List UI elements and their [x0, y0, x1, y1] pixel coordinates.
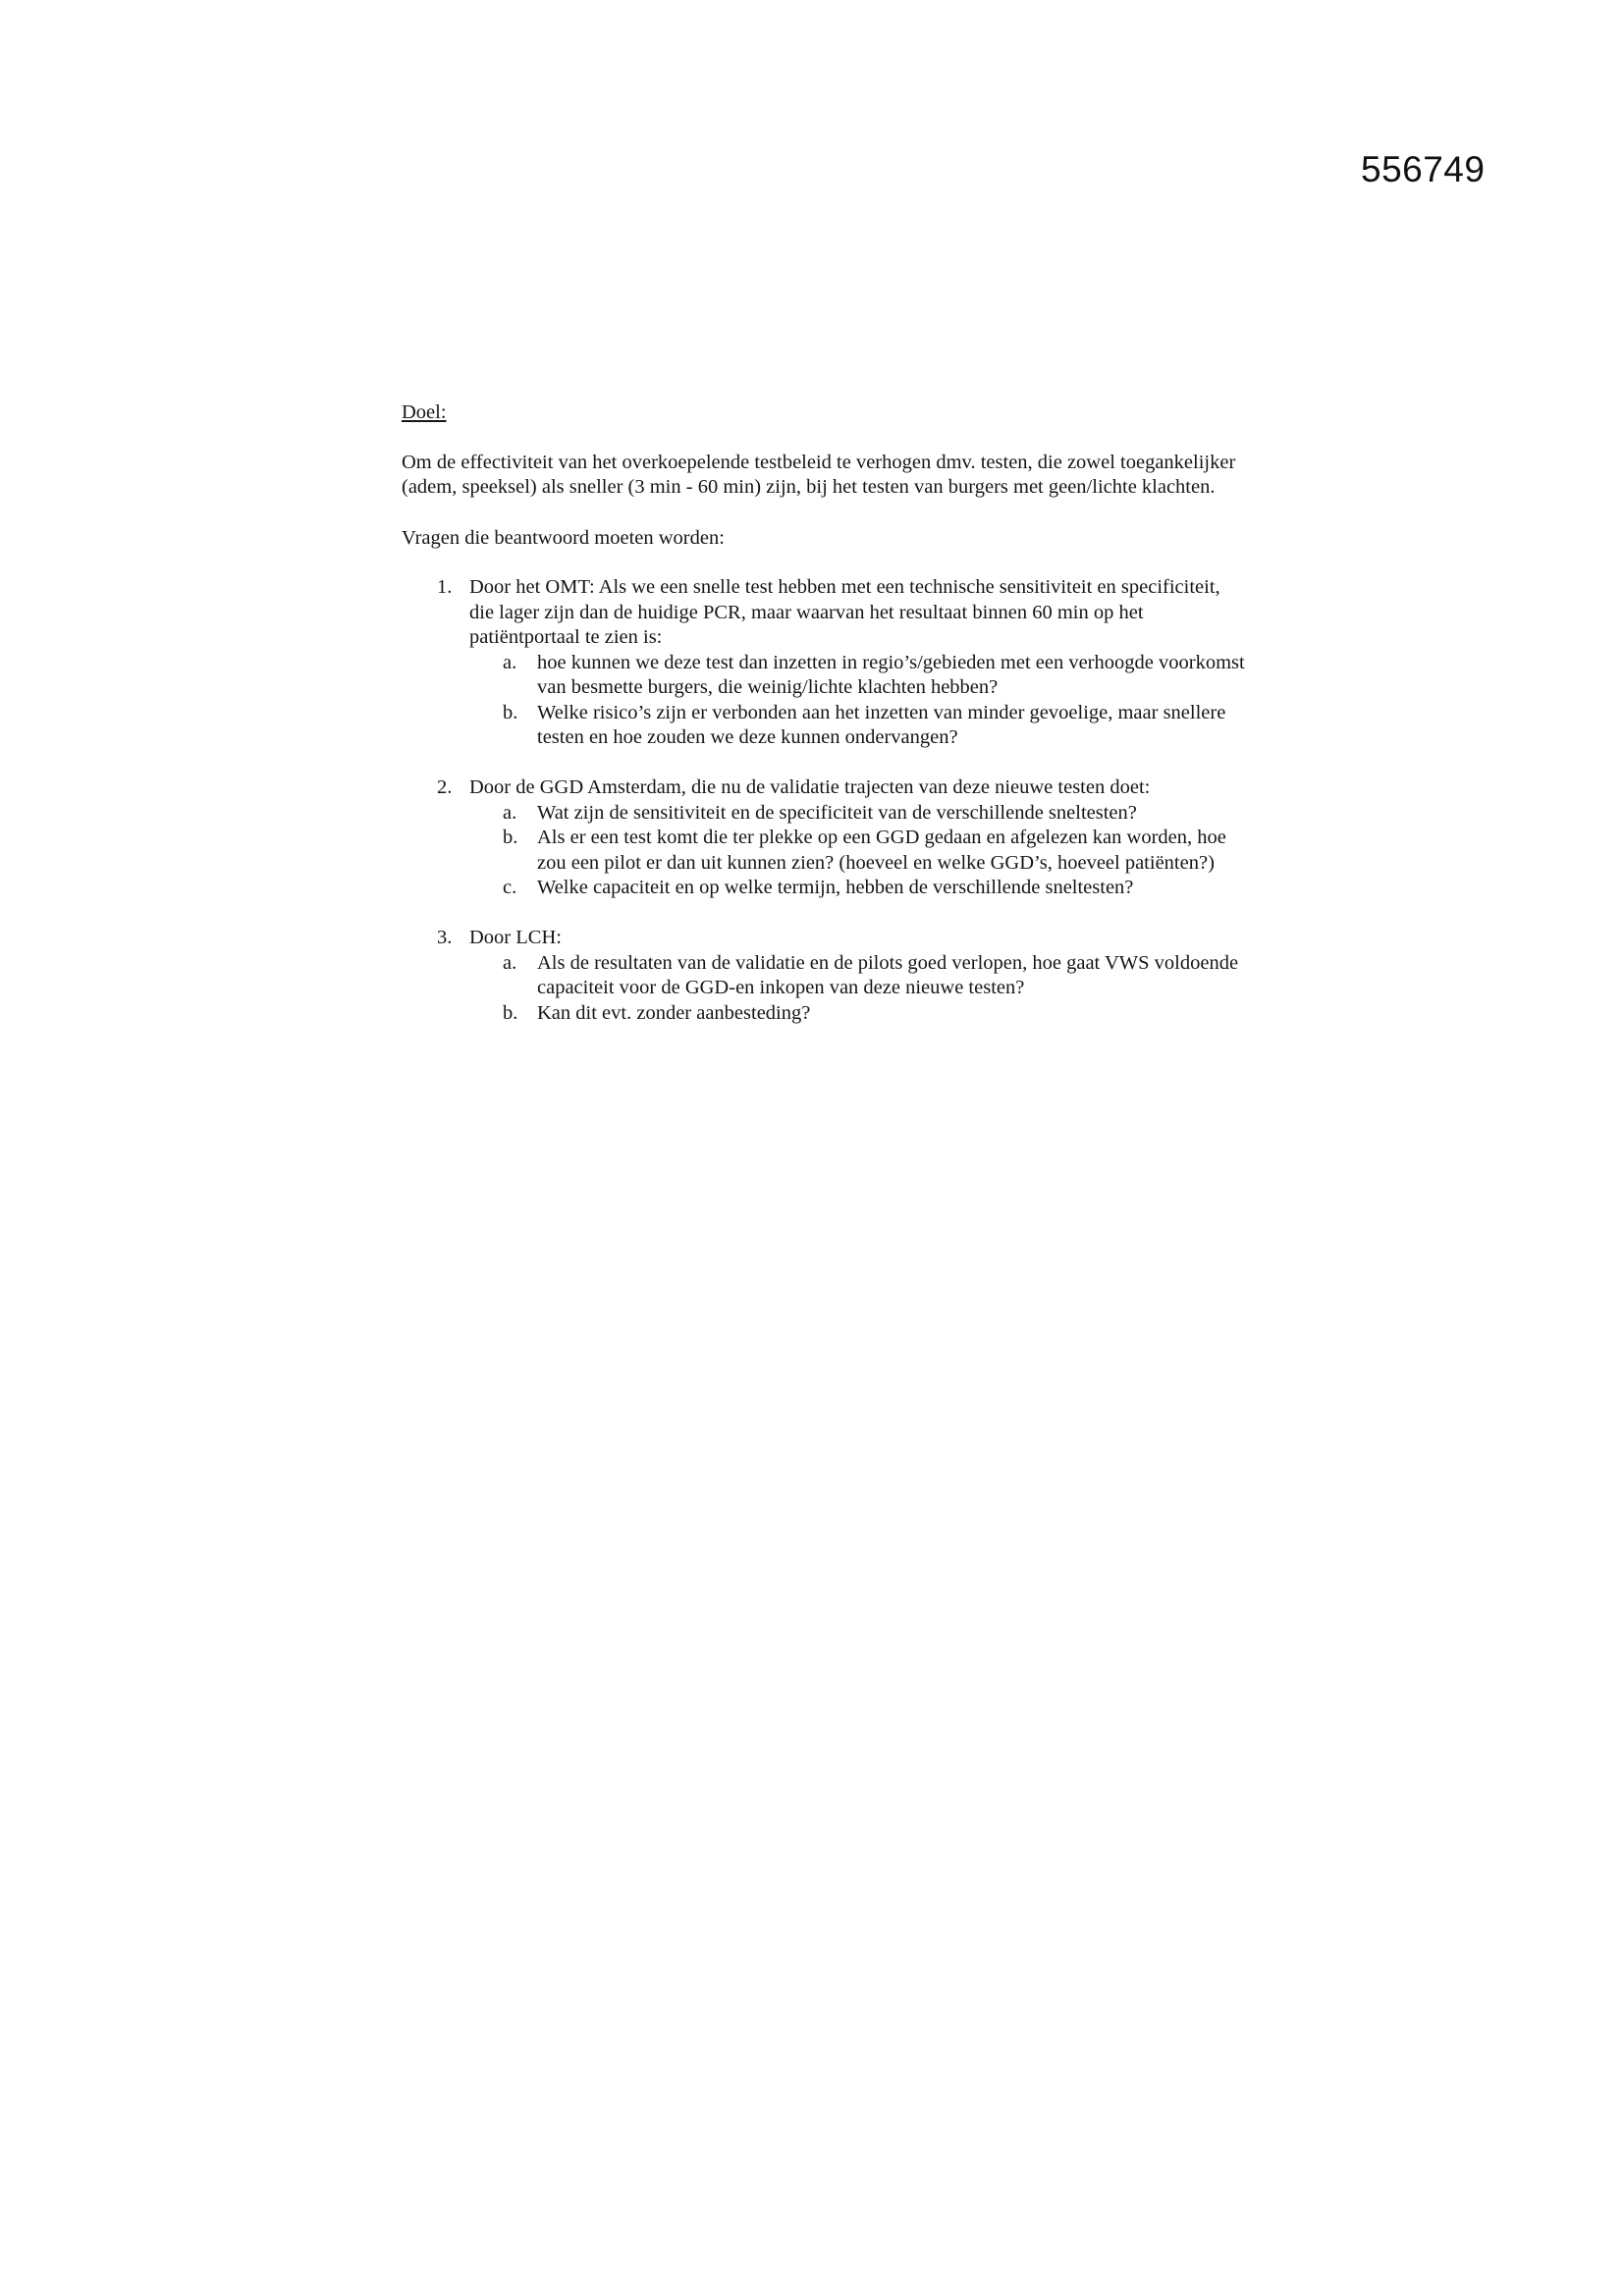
goal-paragraph: Om de effectiviteit van het overkoepelende testbeleid te verhogen dmv. testen, die zowel toegankelijker (adem, speeksel) als sneller (3 min - 60 min) zijn, bij het testen van burgers met geen/lichte klachten.: [402, 451, 1236, 498]
questions-label: Vragen die beantwoord moeten worden:: [402, 526, 725, 549]
question-item: [402, 926, 1246, 1026]
sub-question-item: [469, 1001, 1246, 1027]
sub-question-item: [469, 651, 1246, 701]
sub-question-text: hoe kunnen we deze test dan inzetten in regio’s/gebieden met een verhoogde voorkomst van besmette burgers, die weinig/lichte klachten hebben?: [537, 651, 1245, 698]
sub-question-list: [469, 951, 1246, 1027]
question-text: Door het OMT: Als we een snelle test hebben met een technische sensitiviteit en specificiteit, die lager zijn dan de huidige PCR, maar waarvan het resultaat binnen 60 min op het patiëntportaal te zien is:: [469, 576, 1220, 648]
sub-question-letter: b.: [503, 827, 518, 848]
sub-question-item: [469, 826, 1246, 876]
question-item: [402, 575, 1246, 751]
sub-question-letter: a.: [503, 651, 517, 673]
sub-question-list: [469, 651, 1246, 751]
question-number: 2.: [437, 776, 453, 798]
question-item: [402, 775, 1246, 901]
sub-question-letter: c.: [503, 877, 517, 898]
question-text: Door LCH:: [469, 927, 562, 948]
sub-question-letter: b.: [503, 1001, 518, 1024]
sub-question-letter: a.: [503, 801, 517, 824]
sub-question-item: [469, 876, 1246, 901]
sub-question-text: Als er een test komt die ter plekke op een GGD gedaan en afgelezen kan worden, hoe zou een pilot er dan uit kunnen zien? (hoeveel en welke GGD’s, hoeveel patiënten?): [537, 827, 1226, 874]
sub-question-text: Welke capaciteit en op welke termijn, hebben de verschillende sneltesten?: [537, 877, 1134, 898]
question-number: 3.: [437, 927, 453, 948]
sub-question-text: Als de resultaten van de validatie en de pilots goed verlopen, hoe gaat VWS voldoende capaciteit voor de GGD-en inkopen van deze nieuwe testen?: [537, 951, 1239, 998]
document-body: [402, 400, 1246, 1051]
document-number: 556749: [1361, 149, 1486, 189]
sub-question-text: Wat zijn de sensitiviteit en de specificiteit van de verschillende sneltesten?: [537, 801, 1137, 824]
sub-question-item: [469, 951, 1246, 1001]
sub-question-letter: a.: [503, 951, 517, 974]
sub-question-item: [469, 801, 1246, 827]
sub-question-list: [469, 801, 1246, 901]
questions-list: [402, 575, 1246, 1026]
sub-question-text: Kan dit evt. zonder aanbesteding?: [537, 1001, 811, 1024]
sub-question-text: Welke risico’s zijn er verbonden aan het inzetten van minder gevoelige, maar snellere testen en hoe zouden we deze kunnen ondervangen?: [537, 701, 1226, 748]
sub-question-item: [469, 701, 1246, 751]
section-heading: Doel:: [402, 401, 447, 423]
sub-question-letter: b.: [503, 701, 518, 723]
question-number: 1.: [437, 576, 453, 598]
question-text: Door de GGD Amsterdam, die nu de validatie trajecten van deze nieuwe testen doet:: [469, 776, 1151, 798]
